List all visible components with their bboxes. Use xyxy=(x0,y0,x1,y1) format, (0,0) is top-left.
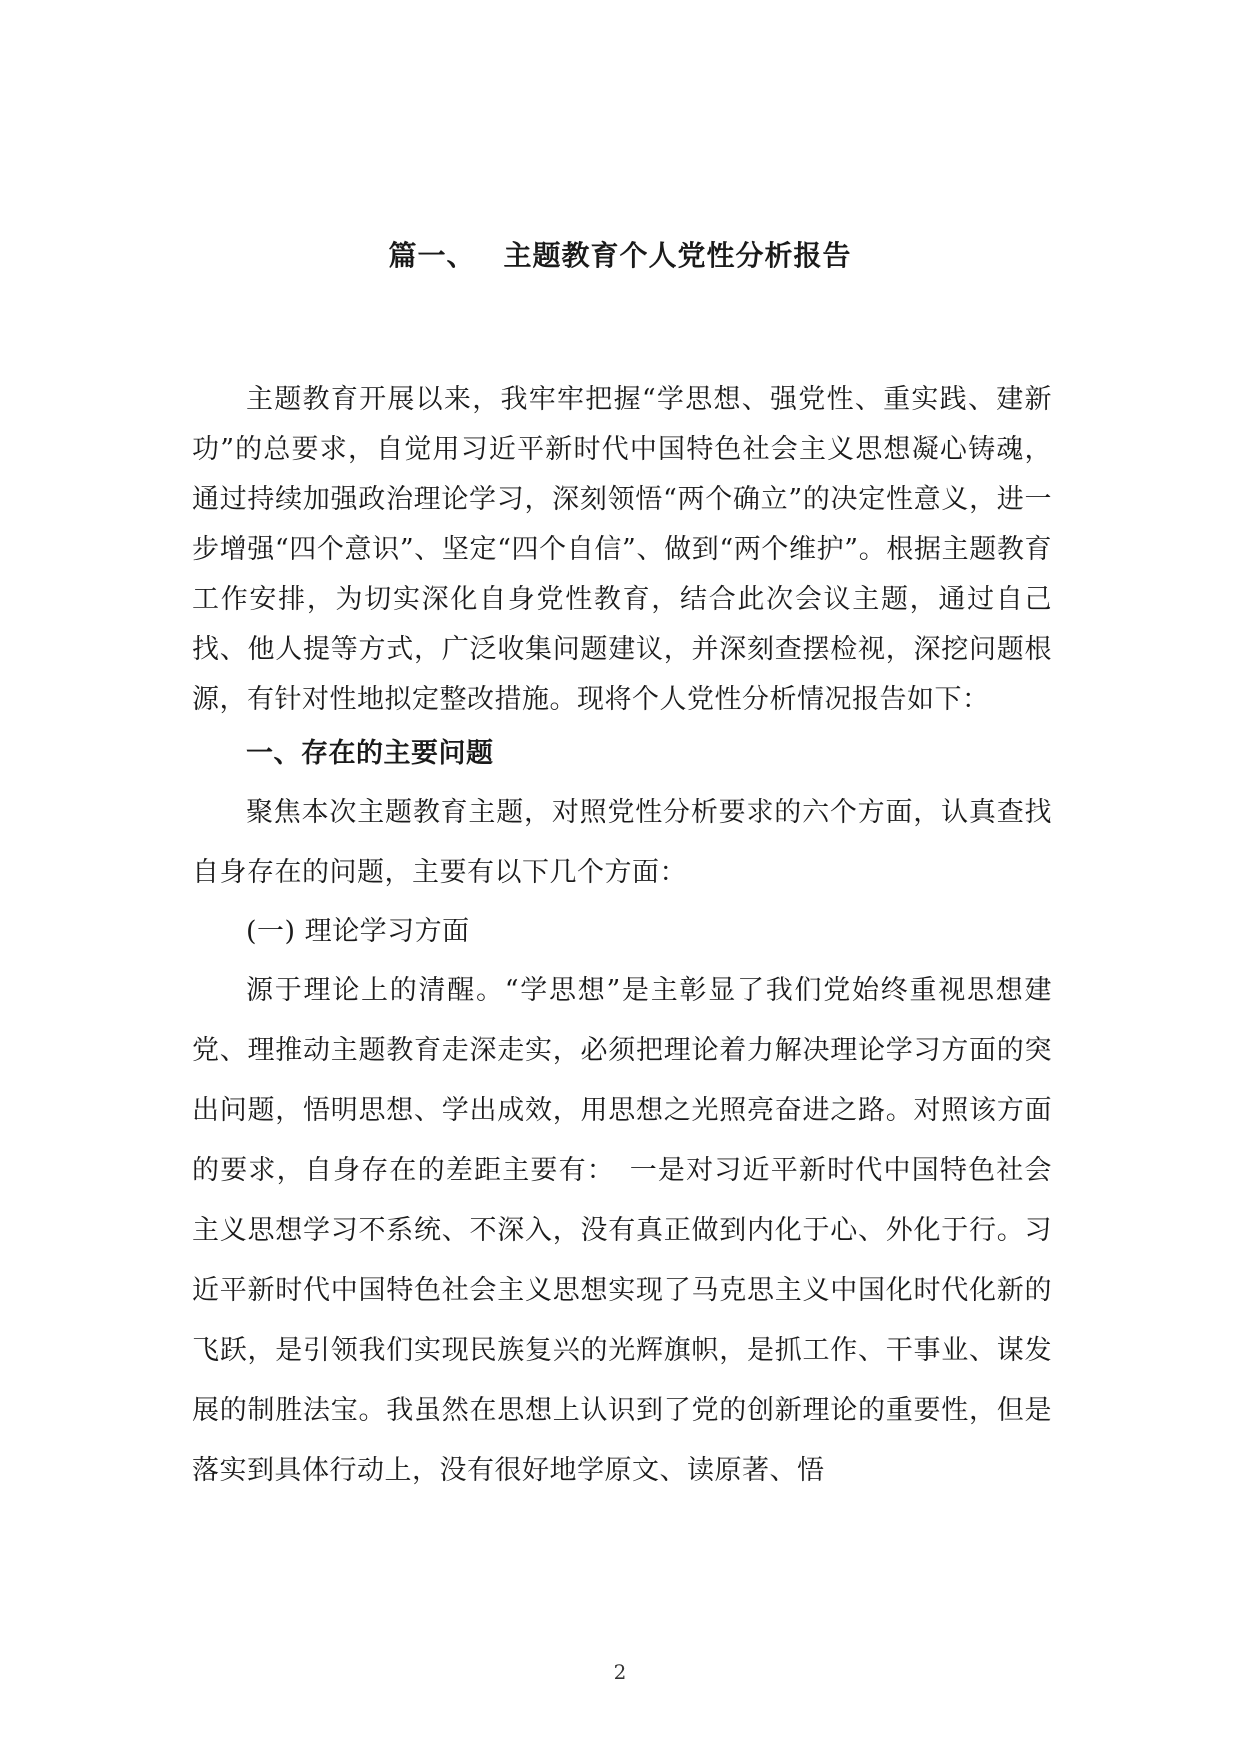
document-title xyxy=(0,234,1240,274)
subsection-heading: (一) 理论学习方面 xyxy=(246,916,470,947)
subsection-body-paragraph: 源于理论上的清醒。“学思想”是主彰显了我们党始终重视思想建党、理推动主题教育走深走实，必须把理论着力解决理论学习方面的突出问题，悟明思想、学出成效，用思想之光照亮奋进之路。对照该方面的要求，自身存在的差距主要有： 一是对习近平新时代中国特色社会主义思想学习不系统、不深入，没有真正做到内化于心、外化于行。习近平新时代中国特色社会主义思想实现了马克思主义中国化时代化新的飞跃，是引领我们实现民族复兴的光辉旗帜，是抓工作、干事业、谋发展的制胜法宝。我虽然在思想上认识到了党的创新理论的重要性，但是落实到具体行动上，没有很好地学原文、读原著、悟 xyxy=(192,975,1052,1486)
title-prefix: 篇一、 xyxy=(388,239,476,272)
title-main: 主题教育个人党性分析报告 xyxy=(503,239,852,272)
page-number: 2 xyxy=(613,1660,627,1684)
section-heading: 一、存在的主要问题 xyxy=(246,738,494,769)
intro-paragraph: 主题教育开展以来，我牢牢把握“学思想、强党性、重实践、建新功”的总要求，自觉用习近平新时代中国特色社会主义思想凝心铸魂，通过持续加强政治理论学习，深刻领悟“两个确立”的决定性意义，进一步增强“四个意识”、坚定“四个自信”、做到“两个维护”。根据主题教育工作安排，为切实深化自身党性教育，结合此次会议主题，通过自己找、他人提等方式，广泛收集问题建议，并深刻查摆检视，深挖问题根源，有针对性地拟定整改措施。现将个人党性分析情况报告如下： xyxy=(192,384,1052,715)
section-intro-paragraph: 聚焦本次主题教育主题，对照党性分析要求的六个方面，认真查找自身存在的问题，主要有以下几个方面： xyxy=(192,797,1052,888)
document-body xyxy=(192,375,1052,1501)
